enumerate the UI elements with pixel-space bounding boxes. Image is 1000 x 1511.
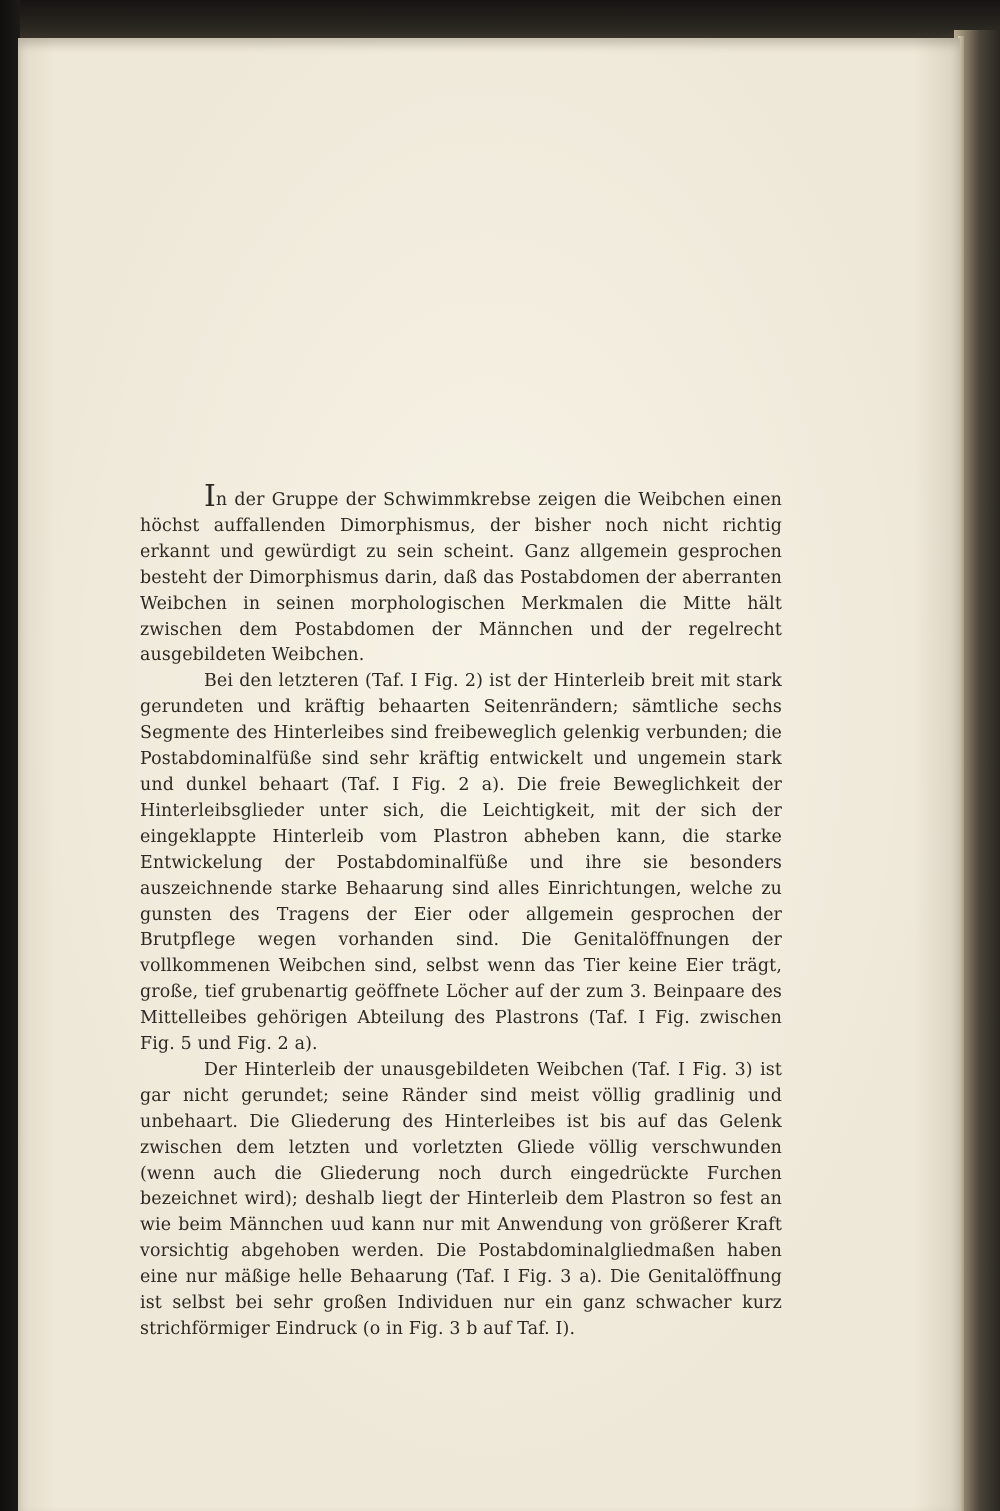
paragraph-3: Der Hinterleib der unausgebildeten Weibchen (Taf. I Fig. 3) ist gar nicht gerundet; seine Ränder sind meist völlig gradlinig und unbehaart. Die Gliederung des Hinterleibes ist bis auf das Gelenk zwischen dem letzten und vorletzten Gliede völlig verschwunden (wenn auch die Gliederung noch durch eingedrückte Furchen bezeichnet wird); deshalb liegt der Hinterleib dem Plastron so fest an wie beim Männchen uud kann nur mit Anwendung von größerer Kraft vorsichtig abgehoben werden. Die Postabdominalgliedmaßen haben eine nur mäßige helle Behaarung (Taf. I Fig. 3 a). Die Genitalöffnung ist selbst bei sehr großen Individuen nur ein ganz schwacher kurz strichförmiger Eindruck (o in Fig. 3 b auf Taf. I). bbox=[140, 1059, 782, 1339]
body-text bbox=[140, 479, 782, 1343]
scan-background-left bbox=[0, 0, 20, 1511]
paragraph-1 bbox=[140, 479, 782, 669]
paragraph-1-text: n der Gruppe der Schwimmkrebse zeigen die Weibchen einen höchst auffallenden Dimorphismus, der bisher noch nicht richtig erkannt und gewürdigt zu sein scheint. Ganz allgemein gesprochen besteht der Dimorphismus darin, daß das Postabdomen der aberranten Weibchen in seinen morphologischen Merkmalen die Mitte hält zwischen dem Postabdomen der Männchen und der regelrecht ausgebildeten Weibchen. bbox=[140, 490, 782, 666]
initial-letter: I bbox=[204, 479, 216, 514]
scan-background-top bbox=[0, 0, 1000, 40]
paragraph-2: Bei den letzteren (Taf. I Fig. 2) ist der Hinterleib breit mit stark gerundeten und kräftig behaarten Seitenrändern; sämtliche sechs Segmente des Hinterleibes sind freibeweglich gelenkig verbunden; die Postabdominalfüße sind sehr kräftig entwickelt und ungemein stark und dunkel behaart (Taf. I Fig. 2 a). Die freie Beweglichkeit der Hinterleibsglieder unter sich, die Leichtigkeit, mit der sich der eingeklappte Hinterleib vom Plastron abheben kann, die starke Entwickelung der Postabdominalfüße und ihre sie besonders auszeichnende starke Behaarung sind alles Einrichtungen, welche zu gunsten des Tragens der Eier oder allgemein gesprochen der Brutpflege wegen vorhanden sind. Die Genitalöffnungen der vollkommenen Weibchen sind, selbst wenn das Tier keine Eier trägt, große, tief grubenartig geöffnete Löcher auf der zum 3. Beinpaare des Mittelleibes gehörigen Abteilung des Plastrons (Taf. I Fig. zwischen Fig. 5 und Fig. 2 a). bbox=[140, 671, 782, 1055]
